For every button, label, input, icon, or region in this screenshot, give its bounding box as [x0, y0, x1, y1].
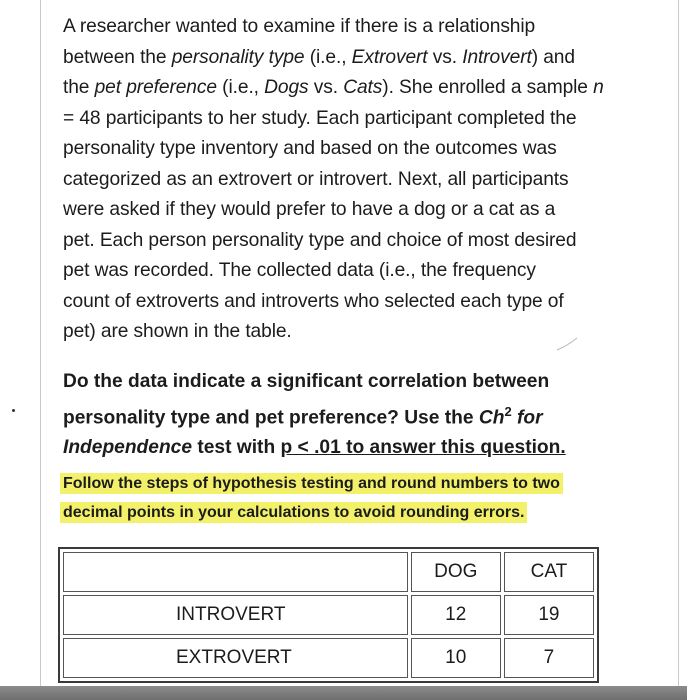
- paragraph-line: pet was recorded. The collected data (i.e., the frequency: [63, 260, 536, 281]
- table-header-row: [63, 552, 594, 592]
- paragraph-emphasis: personality type: [171, 46, 305, 68]
- paragraph-emphasis: pet preference: [94, 77, 217, 98]
- question-emphasis: p < .01 to answer this question.: [280, 437, 566, 459]
- paragraph-line: pet. Each person personality type and choice of most desired: [63, 229, 577, 251]
- paragraph-line: = 48 participants to her study. Each participant completed the: [63, 107, 577, 129]
- paragraph-emphasis: n: [593, 77, 604, 98]
- question-line: Do the data indicate a significant correlation between: [63, 371, 550, 392]
- question-emphasis: Independence: [63, 437, 193, 459]
- question-line: personality type and pet preference? Use the Ch$^2$ for: [63, 404, 543, 429]
- header-dog: DOG: [411, 552, 501, 592]
- paragraph-line: count of extroverts and introverts who selected each type of: [63, 290, 564, 312]
- paragraph-line: the pet preference (i.e., Dogs vs. Cats). She enrolled a sample n: [63, 77, 604, 98]
- paragraph-emphasis: Extrovert: [351, 46, 428, 68]
- paragraph-line: categorized as an extrovert or introvert. Next, all participants: [63, 168, 569, 190]
- cell-extrovert-dog: 10: [411, 638, 501, 678]
- header-cat: CAT: [504, 552, 594, 592]
- cell-introvert-cat: 19: [504, 595, 594, 635]
- paragraph-line: pet) are shown in the table.: [63, 321, 292, 342]
- row-label-introvert: INTROVERT: [63, 595, 408, 635]
- question-text: [63, 367, 643, 463]
- instruction-line: Follow the steps of hypothesis testing and round numbers to two: [60, 473, 620, 495]
- paragraph-line: A researcher wanted to examine if there is a relationship: [63, 16, 536, 37]
- problem-paragraph: [63, 12, 643, 348]
- cell-introvert-dog: 12: [411, 595, 501, 635]
- question-line: Independence test with p < .01 to answer this question.: [63, 437, 566, 459]
- row-label-extrovert: EXTROVERT: [63, 638, 408, 678]
- paragraph-line: were asked if they would prefer to have a dog or a cat as a: [63, 199, 556, 220]
- paragraph-emphasis: Introvert: [462, 46, 532, 68]
- table-row: [63, 638, 594, 678]
- paragraph-line: personality type inventory and based on the outcomes was: [63, 138, 557, 159]
- highlighted-instruction: [60, 473, 620, 524]
- paragraph-emphasis: Cats: [343, 77, 383, 98]
- frequency-table: [58, 547, 599, 683]
- question-emphasis: 2: [504, 404, 512, 419]
- table-corner-cell: [63, 552, 408, 592]
- instruction-line: decimal points in your calculations to avoid rounding errors.: [60, 502, 620, 524]
- paragraph-emphasis: Dogs: [264, 77, 309, 98]
- bottom-edge-shadow: [0, 686, 687, 700]
- question-emphasis: for: [517, 407, 543, 429]
- cell-extrovert-cat: 7: [504, 638, 594, 678]
- margin-dot: [12, 409, 15, 412]
- paragraph-line: between the personality type (i.e., Extrovert vs. Introvert) and: [63, 46, 575, 68]
- question-emphasis: Ch: [478, 407, 505, 429]
- pen-stroke-icon: [555, 336, 579, 352]
- table-row: [63, 595, 594, 635]
